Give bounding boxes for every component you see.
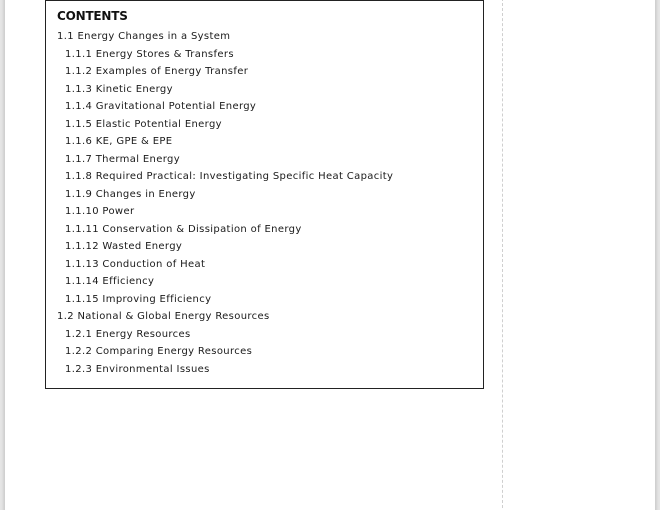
toc-subsection-link[interactable]: 1.1.10 Power [65, 206, 135, 217]
toc-subsection-link[interactable]: 1.1.11 Conservation & Dissipation of Energy [65, 223, 302, 235]
toc-subsection-link[interactable]: 1.1.13 Conduction of Heat [65, 258, 206, 270]
toc-subsection-link[interactable]: 1.2.2 Comparing Energy Resources [65, 346, 253, 357]
table-of-contents [45, 0, 484, 389]
toc-subsection-link[interactable]: 1.1.6 KE, GPE & EPE [65, 136, 173, 147]
toc-title: CONTENTS [57, 9, 128, 23]
toc-subsection-link[interactable]: 1.1.14 Efficiency [65, 276, 155, 287]
toc-section-link[interactable]: 1.1 Energy Changes in a System [57, 31, 231, 42]
toc-subsection-link[interactable]: 1.1.8 Required Practical: Investigating Specific Heat Capacity [65, 171, 394, 182]
toc-list [57, 28, 393, 378]
document-page [4, 0, 656, 510]
toc-subsection-link[interactable]: 1.1.2 Examples of Energy Transfer [65, 66, 249, 77]
toc-subsection-link[interactable]: 1.1.1 Energy Stores & Transfers [65, 48, 234, 60]
toc-subsection-link[interactable]: 1.1.3 Kinetic Energy [65, 83, 173, 95]
toc-subsection-link[interactable]: 1.1.15 Improving Efficiency [65, 293, 212, 305]
toc-subsection-link[interactable]: 1.2.3 Environmental Issues [65, 363, 210, 375]
toc-subsection-link[interactable]: 1.2.1 Energy Resources [65, 328, 191, 340]
toc-subsection-link[interactable]: 1.1.9 Changes in Energy [65, 188, 196, 200]
toc-subsection-link[interactable]: 1.1.12 Wasted Energy [65, 241, 183, 252]
toc-subsection-link[interactable]: 1.1.5 Elastic Potential Energy [65, 118, 222, 130]
toc-section-link[interactable]: 1.2 National & Global Energy Resources [57, 311, 270, 322]
toc-subsection-link[interactable]: 1.1.7 Thermal Energy [65, 153, 180, 165]
toc-subsection-link[interactable]: 1.1.4 Gravitational Potential Energy [65, 101, 257, 112]
margin-guide [502, 0, 503, 510]
